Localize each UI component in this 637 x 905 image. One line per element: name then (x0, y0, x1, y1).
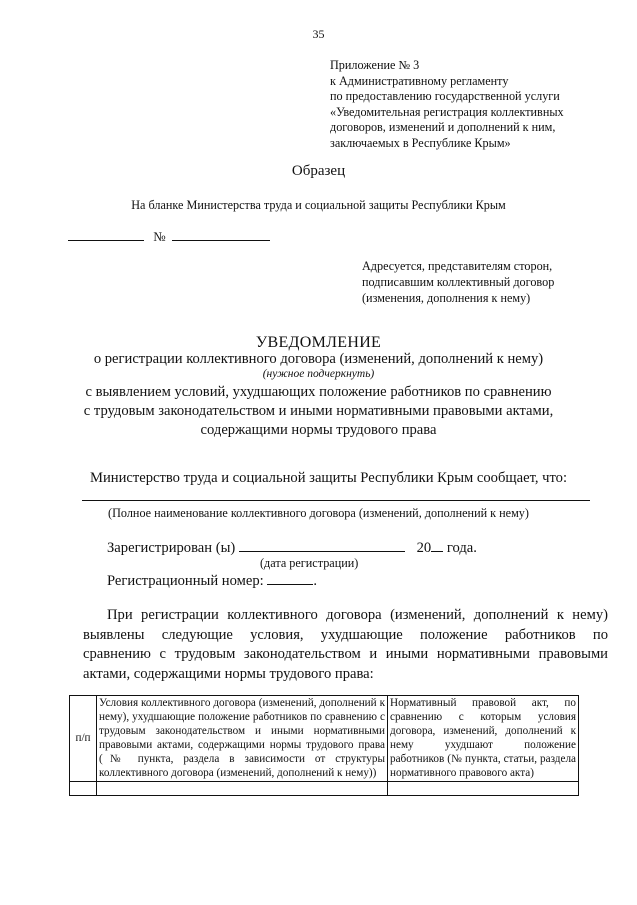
number-blank (172, 228, 270, 241)
appendix-line: Приложение № 3 (330, 58, 420, 72)
appendix-line: заключаемых в Республике Крым» (330, 135, 511, 150)
blank-note: На бланке Министерства труда и социальной защиты Республики Крым (131, 198, 506, 212)
underline-hint: (нужное подчеркнуть) (262, 368, 375, 380)
registration-number-line (107, 572, 317, 590)
reg-number-end: . (313, 573, 318, 589)
findings-paragraph (83, 606, 608, 684)
addressee-line: Адресуется, представителям сторон, (362, 259, 553, 273)
agreement-name-caption: (Полное наименование коллективного договора (изменений, дополнений к нему) (108, 506, 529, 520)
header-act: Нормативный правовой акт, по сравнению с которым условия договора, изменений, дополнений к нему ухудшают положение работников (№ пункта, статьи, раздела нормативного правового акта) (388, 696, 579, 782)
appendix-line: к Административному регламенту (330, 73, 509, 88)
sample-title: Образец (291, 163, 346, 179)
violations-table (69, 695, 579, 796)
notice-subtitle-line: с выявлением условий, ухудшающих положение работников по сравнению (85, 384, 552, 400)
notice-subtitle-line: содержащими нормы трудового права (200, 422, 437, 438)
notice-subtitle: о регистрации коллективного договора (изменений, дополнений к нему) (93, 351, 544, 367)
paragraph-line: При регистрации коллективного договора (изменений, дополнений к нему) (107, 607, 608, 623)
registered-label: Зарегистрирован (ы) (107, 540, 236, 556)
appendix-line: «Уведомительная регистрация коллективных (330, 104, 564, 119)
header-num: п/п (70, 696, 97, 782)
addressee-line: (изменения, дополнения к нему) (362, 291, 531, 305)
table-cell (97, 782, 388, 796)
date-blank (68, 228, 144, 241)
table-cell (70, 782, 97, 796)
paragraph-line: сравнению с трудовым законодательством и иными нормативными правовыми (83, 646, 608, 662)
notice-subtitle-line: с трудовым законодательством и иными нормативными правовыми актами, (83, 403, 554, 419)
page-number: 35 (312, 27, 325, 41)
ministry-statement: Министерство труда и социальной защиты Республики Крым сообщает, что: (90, 470, 568, 486)
registration-line (107, 539, 477, 557)
registration-date-caption: (дата регистрации) (260, 556, 359, 570)
table-row (70, 782, 579, 796)
table-header-row (70, 696, 579, 782)
paragraph-line: актами, содержащими нормы трудового права: (83, 665, 374, 682)
year-suffix: года. (446, 540, 477, 556)
paragraph-line: выявлены следующие условия, ухудшающие положение работников по (83, 626, 608, 643)
outgoing-number-line (68, 228, 270, 245)
table-cell (388, 782, 579, 796)
appendix-line: договоров, изменений и дополнений к ним, (330, 120, 556, 135)
reg-number-blank (267, 572, 313, 585)
reg-number-label: Регистрационный номер: (107, 573, 264, 589)
addressee-block (362, 258, 554, 306)
notice-subtitle-continued (0, 383, 637, 440)
header-conditions: Условия коллективного договора (изменений, дополнений к нему), ухудшающие положение работников по сравнению с трудовым законодательством и иными нормативными правовыми актами, содержащими нормы трудового права (№ пункта, раздела в зависимости от структуры коллективного договора (изменений, дополнений к нему)) (97, 696, 388, 782)
agreement-name-blank (82, 500, 590, 501)
notice-title: УВЕДОМЛЕНИЕ (255, 334, 382, 351)
registration-date-blank (239, 539, 405, 552)
appendix-header (330, 58, 630, 152)
addressee-line: подписавшим коллективный договор (362, 275, 555, 289)
year-blank (431, 539, 443, 552)
appendix-line: по предоставлению государственной услуги (330, 89, 560, 104)
number-sign: № (153, 229, 166, 244)
year-prefix: 20 (416, 540, 432, 556)
